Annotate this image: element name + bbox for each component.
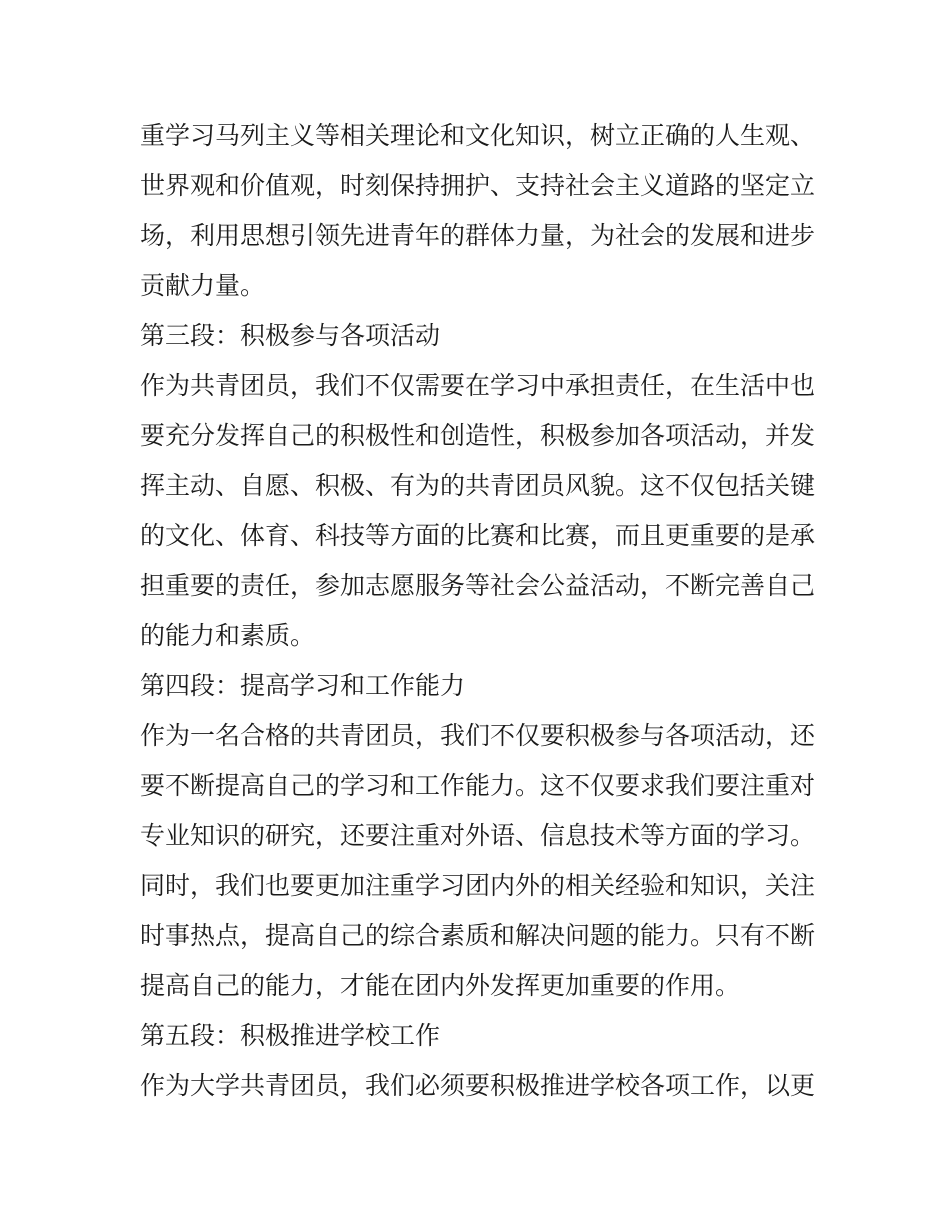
section-heading-3: 第三段：积极参与各项活动 [140,321,441,350]
section-heading-5: 第五段：积极推进学校工作 [140,1021,441,1050]
section-heading-4: 第四段：提高学习和工作能力 [140,671,466,700]
paragraph-4: 作为大学共青团员，我们必须要积极推进学校各项工作，以更 [140,1071,816,1100]
paragraph-2: 作为共青团员，我们不仅需要在学习中承担责任，在生活中也要充分发挥自己的积极性和创造性，积极参加各项活动，并发挥主动、自愿、积极、有为的共青团员风貌。这不仅包括关键的文化、体育、科技等方面的比赛和比赛，而且更重要的是承担重要的责任，参加志愿服务等社会公益活动，不断完善自己的能力和素质。 [140,371,816,650]
paragraph-3: 作为一名合格的共青团员，我们不仅要积极参与各项活动，还要不断提高自己的学习和工作能力。这不仅要求我们要注重对专业知识的研究，还要注重对外语、信息技术等方面的学习。同时，我们也要更加注重学习团内外的相关经验和知识，关注时事热点，提高自己的综合素质和解决问题的能力。只有不断提高自己的能力，才能在团内外发挥更加重要的作用。 [140,721,816,1000]
document-body [140,111,815,1111]
paragraph-1: 重学习马列主义等相关理论和文化知识，树立正确的人生观、世界观和价值观，时刻保持拥护、支持社会主义道路的坚定立场，利用思想引领先进青年的群体力量，为社会的发展和进步贡献力量。 [140,121,816,300]
